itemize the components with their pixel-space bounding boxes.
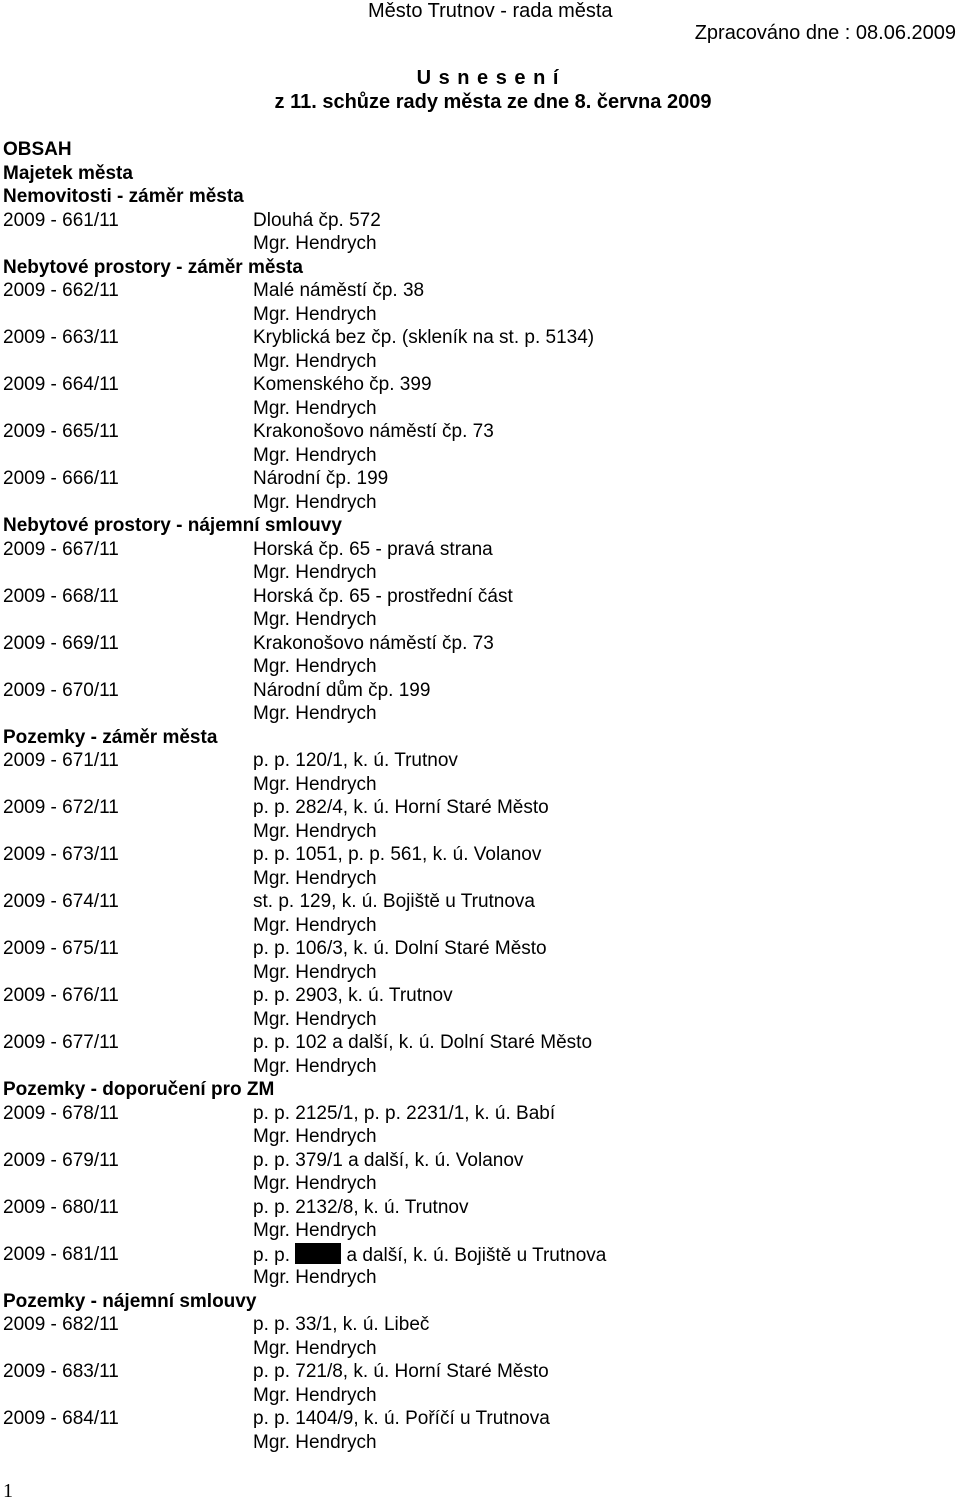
group-heading: Pozemky - nájemní smlouvy bbox=[3, 1290, 257, 1312]
page-number: 1 bbox=[3, 1480, 13, 1502]
resolution-presenter: Mgr. Hendrych bbox=[253, 609, 377, 630]
resolution-presenter: Mgr. Hendrych bbox=[253, 961, 377, 983]
resolution-number: 2009 - 666/11 bbox=[3, 468, 119, 489]
resolution-number: 2009 - 671/11 bbox=[3, 750, 119, 771]
resolution-number: 2009 - 677/11 bbox=[3, 1032, 119, 1053]
resolution-subject: Malé náměstí čp. 38 bbox=[253, 280, 425, 301]
resolution-number: 2009 - 674/11 bbox=[3, 891, 119, 912]
resolution-presenter: Mgr. Hendrych bbox=[253, 1267, 377, 1288]
resolution-number: 2009 - 665/11 bbox=[3, 421, 119, 442]
resolution-presenter: Mgr. Hendrych bbox=[253, 491, 377, 513]
resolution-row bbox=[3, 679, 943, 703]
resolution-number: 2009 - 680/11 bbox=[3, 1196, 119, 1218]
resolution-number: 2009 - 682/11 bbox=[3, 1314, 119, 1335]
title-sub: z 11. schůze rady města ze dne 8. června 2009 bbox=[274, 91, 712, 113]
resolution-row bbox=[3, 796, 943, 820]
resolution-row bbox=[3, 538, 943, 562]
resolution-presenter: Mgr. Hendrych bbox=[253, 1173, 377, 1194]
resolution-subject: p. p. 106/3, k. ú. Dolní Staré Město bbox=[253, 938, 547, 959]
resolution-subject: Dlouhá čp. 572 bbox=[253, 209, 381, 231]
resolution-number: 2009 - 668/11 bbox=[3, 585, 119, 607]
resolution-row bbox=[3, 937, 943, 961]
resolution-number: 2009 - 681/11 bbox=[3, 1243, 119, 1265]
group-heading: Nebytové prostory - nájemní smlouvy bbox=[3, 515, 342, 536]
resolution-presenter: Mgr. Hendrych bbox=[253, 1337, 377, 1359]
resolution-subject: Národní dům čp. 199 bbox=[253, 679, 431, 701]
resolution-subject: Kryblická bez čp. (skleník na st. p. 5134) bbox=[253, 327, 595, 348]
resolution-row bbox=[3, 279, 943, 303]
resolution-number: 2009 - 673/11 bbox=[3, 844, 119, 865]
resolution-subject: Krakonošovo náměstí čp. 73 bbox=[253, 421, 494, 442]
resolution-presenter: Mgr. Hendrych bbox=[253, 914, 377, 936]
resolution-number: 2009 - 670/11 bbox=[3, 679, 119, 701]
resolution-row bbox=[3, 1407, 943, 1431]
resolution-row bbox=[3, 209, 943, 233]
resolution-subject: p. p. 2903, k. ú. Trutnov bbox=[253, 985, 453, 1006]
group-heading: Pozemky - záměr města bbox=[3, 726, 218, 748]
resolution-subject: Národní čp. 199 bbox=[253, 468, 389, 489]
resolution-presenter: Mgr. Hendrych bbox=[253, 867, 377, 889]
document-title bbox=[0, 66, 960, 114]
resolution-presenter: Mgr. Hendrych bbox=[253, 562, 377, 583]
subject-suffix: a další, k. ú. Bojiště u Trutnova bbox=[346, 1244, 607, 1266]
resolution-row bbox=[3, 1360, 943, 1384]
resolution-subject: p. p. 1404/9, k. ú. Poříčí u Trutnova bbox=[253, 1408, 550, 1429]
resolution-subject: st. p. 129, k. ú. Bojiště u Trutnova bbox=[253, 891, 535, 912]
resolution-subject: p. p. 33/1, k. ú. Libeč bbox=[253, 1314, 430, 1335]
resolution-row bbox=[3, 632, 943, 656]
resolution-subject bbox=[253, 1243, 606, 1268]
resolution-presenter: Mgr. Hendrych bbox=[253, 1008, 377, 1030]
resolution-row bbox=[3, 373, 943, 397]
resolution-subject: Horská čp. 65 - prostřední část bbox=[253, 585, 513, 607]
resolution-subject: p. p. 379/1 a další, k. ú. Volanov bbox=[253, 1149, 524, 1171]
resolution-number: 2009 - 661/11 bbox=[3, 209, 119, 231]
resolution-row bbox=[3, 890, 943, 914]
resolution-number: 2009 - 672/11 bbox=[3, 797, 119, 818]
group-heading: Nemovitosti - záměr města bbox=[3, 186, 244, 207]
subject-prefix: p. p. bbox=[253, 1244, 290, 1266]
processed-date: Zpracováno dne : 08.06.2009 bbox=[694, 22, 956, 44]
resolution-row bbox=[3, 1243, 943, 1267]
section-heading: Majetek města bbox=[3, 162, 133, 184]
resolution-subject: Horská čp. 65 - pravá strana bbox=[253, 538, 493, 560]
resolution-subject: p. p. 1051, p. p. 561, k. ú. Volanov bbox=[253, 844, 542, 865]
resolution-row bbox=[3, 843, 943, 867]
resolution-presenter: Mgr. Hendrych bbox=[253, 233, 377, 254]
resolution-subject: p. p. 102 a další, k. ú. Dolní Staré Město bbox=[253, 1032, 593, 1053]
resolution-subject: p. p. 721/8, k. ú. Horní Staré Město bbox=[253, 1361, 549, 1382]
resolution-subject: p. p. 120/1, k. ú. Trutnov bbox=[253, 750, 458, 771]
resolution-row bbox=[3, 420, 943, 444]
resolution-number: 2009 - 662/11 bbox=[3, 280, 119, 301]
resolution-presenter: Mgr. Hendrych bbox=[253, 1220, 377, 1241]
group-heading: Nebytové prostory - záměr města bbox=[3, 256, 303, 278]
resolution-number: 2009 - 663/11 bbox=[3, 327, 119, 348]
resolution-number: 2009 - 684/11 bbox=[3, 1408, 119, 1429]
contents-heading: OBSAH bbox=[3, 139, 72, 160]
resolution-row bbox=[3, 984, 943, 1008]
resolution-number: 2009 - 678/11 bbox=[3, 1102, 119, 1124]
resolution-presenter: Mgr. Hendrych bbox=[253, 1431, 377, 1453]
resolution-number: 2009 - 667/11 bbox=[3, 538, 119, 560]
resolution-row bbox=[3, 749, 943, 773]
resolution-presenter: Mgr. Hendrych bbox=[253, 656, 377, 677]
resolution-row bbox=[3, 1196, 943, 1220]
resolution-row bbox=[3, 585, 943, 609]
group-heading: Pozemky - doporučení pro ZM bbox=[3, 1079, 275, 1100]
resolution-presenter: Mgr. Hendrych bbox=[253, 1126, 377, 1147]
resolution-row bbox=[3, 467, 943, 491]
title-main: U s n e s e n í bbox=[416, 67, 560, 89]
resolution-subject: p. p. 282/4, k. ú. Horní Staré Město bbox=[253, 797, 549, 818]
resolution-row bbox=[3, 1102, 943, 1126]
resolution-presenter: Mgr. Hendrych bbox=[253, 397, 377, 419]
resolution-number: 2009 - 676/11 bbox=[3, 985, 119, 1006]
municipality-header: Město Trutnov - rada města bbox=[368, 0, 613, 22]
resolution-number: 2009 - 669/11 bbox=[3, 632, 119, 654]
resolution-row bbox=[3, 326, 943, 350]
resolution-row bbox=[3, 1313, 943, 1337]
resolution-presenter: Mgr. Hendrych bbox=[253, 773, 377, 795]
contents bbox=[3, 138, 943, 1454]
resolution-number: 2009 - 683/11 bbox=[3, 1361, 119, 1382]
resolution-presenter: Mgr. Hendrych bbox=[253, 703, 377, 724]
resolution-subject: Krakonošovo náměstí čp. 73 bbox=[253, 632, 494, 654]
resolution-row bbox=[3, 1149, 943, 1173]
resolution-presenter: Mgr. Hendrych bbox=[253, 350, 377, 372]
redaction-block bbox=[295, 1243, 341, 1264]
resolution-presenter: Mgr. Hendrych bbox=[253, 1055, 377, 1077]
resolution-presenter: Mgr. Hendrych bbox=[253, 820, 377, 842]
resolution-presenter: Mgr. Hendrych bbox=[253, 303, 377, 325]
resolution-subject: Komenského čp. 399 bbox=[253, 374, 432, 395]
resolution-presenter: Mgr. Hendrych bbox=[253, 1384, 377, 1406]
resolution-number: 2009 - 664/11 bbox=[3, 374, 119, 395]
page-header bbox=[0, 0, 960, 50]
resolution-row bbox=[3, 1031, 943, 1055]
resolution-subject: p. p. 2132/8, k. ú. Trutnov bbox=[253, 1196, 469, 1218]
resolution-subject: p. p. 2125/1, p. p. 2231/1, k. ú. Babí bbox=[253, 1102, 556, 1124]
resolution-number: 2009 - 675/11 bbox=[3, 938, 119, 959]
resolution-number: 2009 - 679/11 bbox=[3, 1149, 119, 1171]
resolution-presenter: Mgr. Hendrych bbox=[253, 444, 377, 466]
